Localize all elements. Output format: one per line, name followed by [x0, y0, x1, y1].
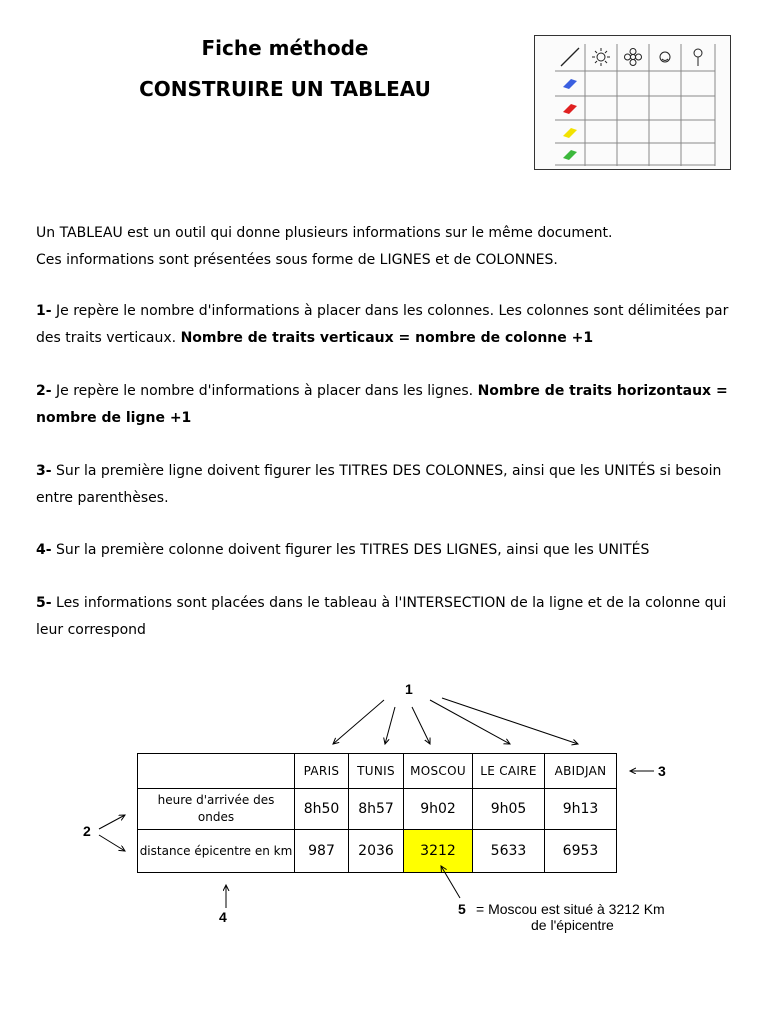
column-header: LE CAIRE [473, 754, 545, 789]
step-number: 2- [36, 383, 52, 399]
arrow-2-up [99, 815, 125, 829]
table-cell: 987 [295, 830, 349, 873]
arrow-2-down [99, 835, 125, 851]
page-subtitle: CONSTRUIRE UN TABLEAU [139, 77, 431, 101]
step-text: Sur la première colonne doivent figurer les TITRES DES LIGNES, ainsi que les UNITÉS [51, 542, 650, 558]
arrow-1-to-paris [333, 700, 384, 744]
arrow-1-to-abidjan [442, 698, 578, 744]
annotation-label-4: 4 [219, 909, 227, 925]
row-header: distance épicentre en km [138, 830, 295, 873]
table-cell: 8h57 [349, 789, 404, 830]
step-rule: Nombre de traits verticaux = nombre de colonne +1 [180, 330, 594, 346]
arrow-1-to-moscou [412, 707, 430, 744]
step-text: Les informations sont placées dans le tableau à l'INTERSECTION de la ligne et de la colonne qui leur correspond [36, 595, 727, 638]
annotation-label-5: 5 [458, 901, 466, 917]
column-header: PARIS [295, 754, 349, 789]
column-header: MOSCOU [404, 754, 473, 789]
table-cell: 2036 [349, 830, 404, 873]
annotation-label-2: 2 [83, 823, 91, 839]
column-header: TUNIS [349, 754, 404, 789]
step-text: Je repère le nombre d'informations à placer dans les lignes. [51, 383, 478, 399]
step-text: Sur la première ligne doivent figurer les TITRES DES COLONNES, ainsi que les UNITÉS si besoin entre parenthèses. [36, 463, 722, 506]
arrow-5 [441, 866, 460, 898]
step-number: 4- [36, 542, 52, 558]
annotation-5-text-line2: de l'épicentre [531, 917, 614, 933]
arrow-1-to-lecaire [430, 700, 510, 744]
step-number: 3- [36, 463, 52, 479]
step-text: Je repère le nombre d'informations à placer dans les colonnes. Les colonnes sont délimitées par des traits verticaux. [36, 303, 729, 346]
table-cell: 9h13 [545, 789, 617, 830]
column-header: ABIDJAN [545, 754, 617, 789]
annotation-label-1: 1 [405, 681, 413, 697]
table-cell: 8h50 [295, 789, 349, 830]
arrow-1-to-tunis [385, 707, 395, 744]
table-cell: 9h02 [404, 789, 473, 830]
intro-line-2: Ces informations sont présentées sous forme de LIGNES et de COLONNES. [36, 252, 558, 268]
table-cell: 6953 [545, 830, 617, 873]
intro-line-1: Un TABLEAU est un outil qui donne plusieurs informations sur le même document. [36, 225, 613, 241]
annotation-label-3: 3 [658, 763, 666, 779]
annotation-5-text: = Moscou est situé à 3212 Km [476, 901, 665, 917]
page-title: Fiche méthode [201, 36, 369, 60]
step-number: 5- [36, 595, 52, 611]
step-rule: Nombre de traits horizontaux = nombre de ligne +1 [36, 383, 728, 426]
table-cell: 9h05 [473, 789, 545, 830]
step-number: 1- [36, 303, 52, 319]
row-header: heure d'arrivée des ondes [138, 789, 295, 830]
table-cell: 5633 [473, 830, 545, 873]
highlighted-cell: 3212 [404, 830, 473, 873]
